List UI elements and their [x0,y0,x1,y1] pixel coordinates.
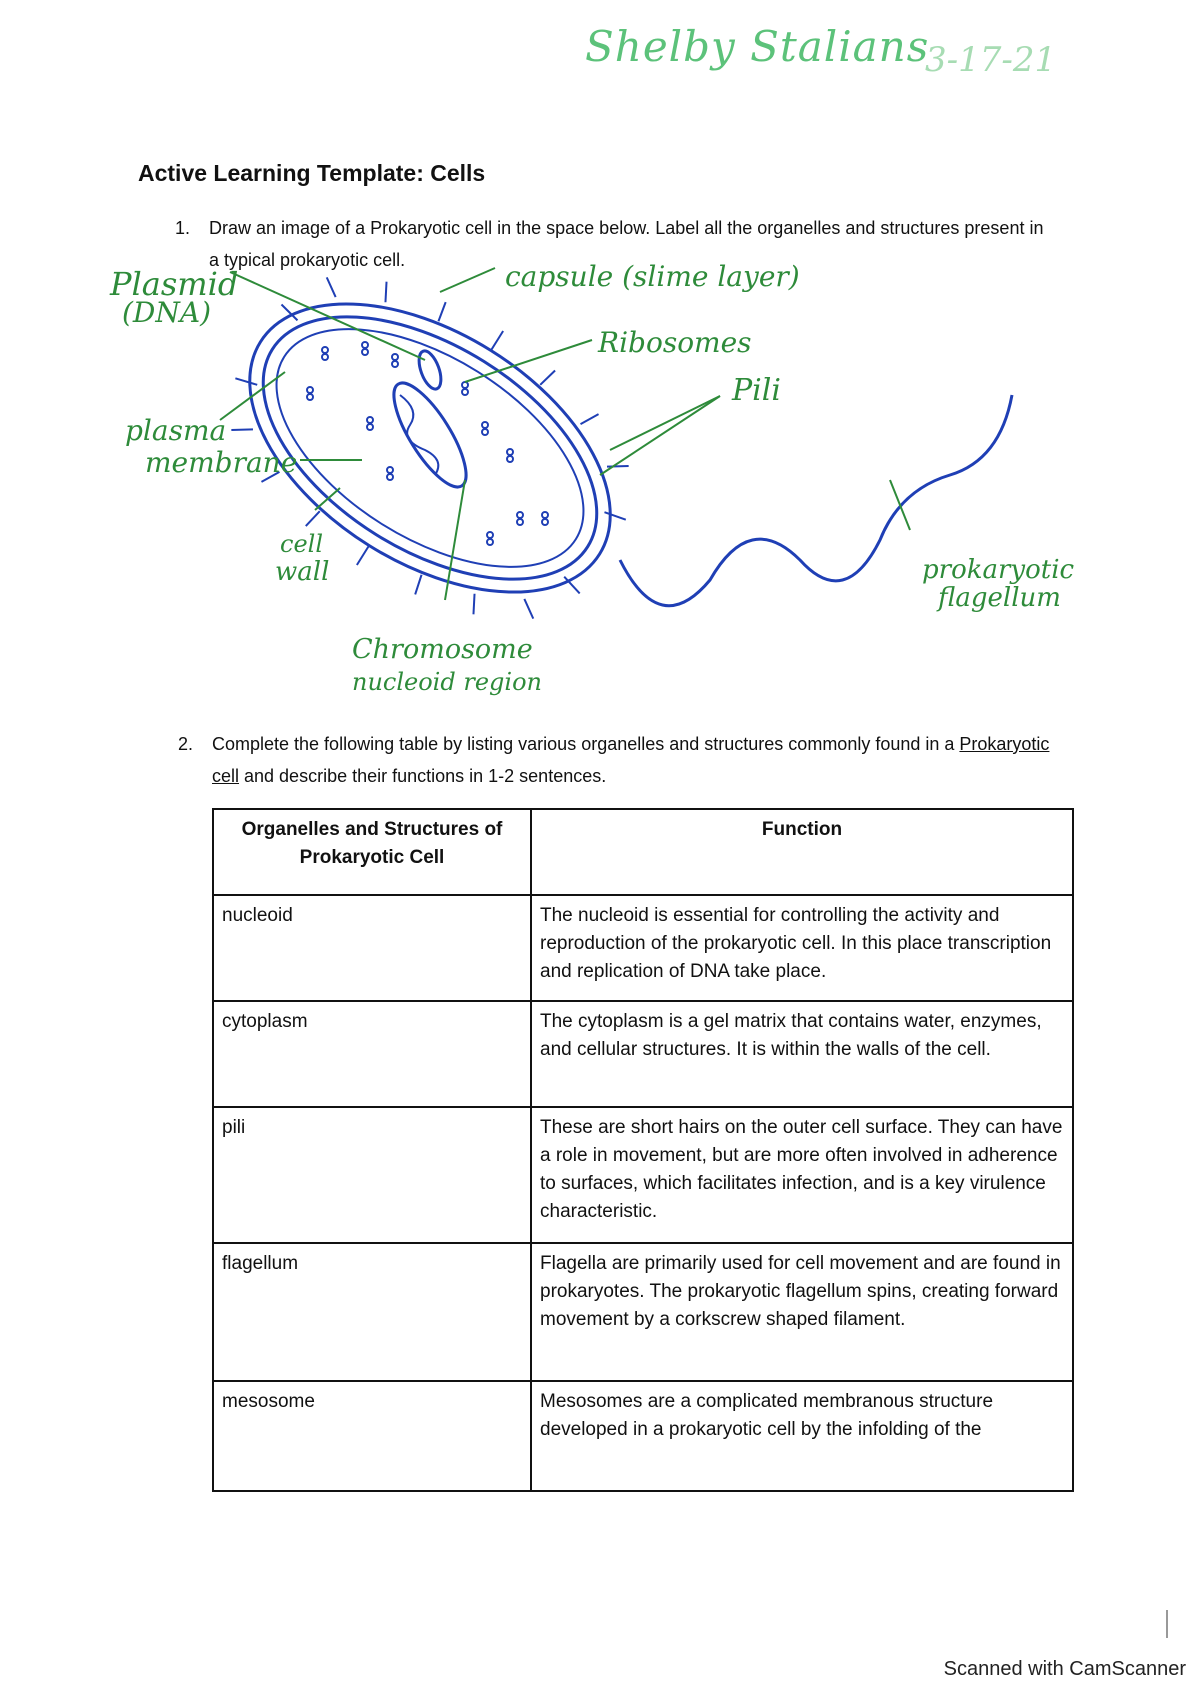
label-plasma: plasma [125,414,227,447]
prokaryotic-cell-drawing [100,260,1100,700]
table-row [213,1001,1073,1107]
handwritten-date: 3-17-21 [925,40,1057,80]
label-pili: Pili [732,373,781,408]
structure-cell: mesosome [213,1381,531,1491]
question-2 [178,728,1058,792]
page-title: Active Learning Template: Cells [138,160,486,186]
label-nucleoid-region: nucleoid region [352,668,542,696]
label-membrane: membrane [145,446,298,479]
question-2-text-before: Complete the following table by listing various organelles and structures commonly found in a [212,734,960,754]
table-row [213,895,1073,1001]
table-header-row [213,809,1073,895]
chromosome-shape [381,374,479,497]
label-chromosome: Chromosome [352,634,533,665]
function-cell: These are short hairs on the outer cell surface. They can have a role in movement, but are more often involved in adherence to surfaces, which facilitates infection, and is a key virulence characteristic. [531,1107,1073,1243]
function-cell: The cytoplasm is a gel matrix that contains water, enzymes, and cellular structures. It is within the walls of the cell. [531,1001,1073,1107]
table-row [213,1243,1073,1381]
scan-mark [1166,1610,1168,1638]
label-plasmid: Plasmid [110,265,239,303]
function-cell: The nucleoid is essential for controlling the activity and reproduction of the prokaryotic cell. In this place transcription and replication of DNA take place. [531,895,1073,1001]
function-cell: Flagella are primarily used for cell movement and are found in prokaryotes. The prokaryotic flagellum spins, creating forward movement by a corkscrew shaped filament. [531,1243,1073,1381]
student-name: Shelby Stalians [585,22,930,71]
question-2-underlined-term: Prokaryotic cell [212,734,1050,786]
label-plasmid-dna: (DNA) [122,296,212,329]
header-structures: Organelles and Structures of Prokaryotic Cell [213,809,531,895]
label-ribosomes: Ribosomes [598,326,752,359]
question-2-text [212,728,1058,792]
scanner-watermark: Scanned with CamScanner [943,1658,1186,1680]
label-prokaryotic: prokaryotic [922,555,1075,585]
table-row [213,1107,1073,1243]
question-1-number: 1. [175,218,191,238]
question-2-number: 2. [178,734,194,754]
ribosome-dots [307,342,548,545]
header-function: Function [531,809,1073,895]
structure-cell: nucleoid [213,895,531,1001]
structure-cell: cytoplasm [213,1001,531,1107]
label-cell: cell [280,530,323,558]
table-row [213,1381,1073,1491]
structure-cell: flagellum [213,1243,531,1381]
question-1-text: Draw an image of a Prokaryotic cell in the space below. Label all the organelles and structures present in a typical prokaryotic cell. [209,218,1044,270]
label-capsule: capsule (slime layer) [505,260,800,293]
structure-cell: pili [213,1107,531,1243]
label-wall: wall [275,557,330,587]
label-flagellum: flagellum [938,583,1061,613]
question-2-text-after: and describe their functions in 1-2 sentences. [239,766,607,786]
plasmid-loop [415,348,446,392]
function-cell: Mesosomes are a complicated membranous structure developed in a prokaryotic cell by the infolding of the [531,1381,1073,1491]
organelles-table [212,808,1074,1492]
